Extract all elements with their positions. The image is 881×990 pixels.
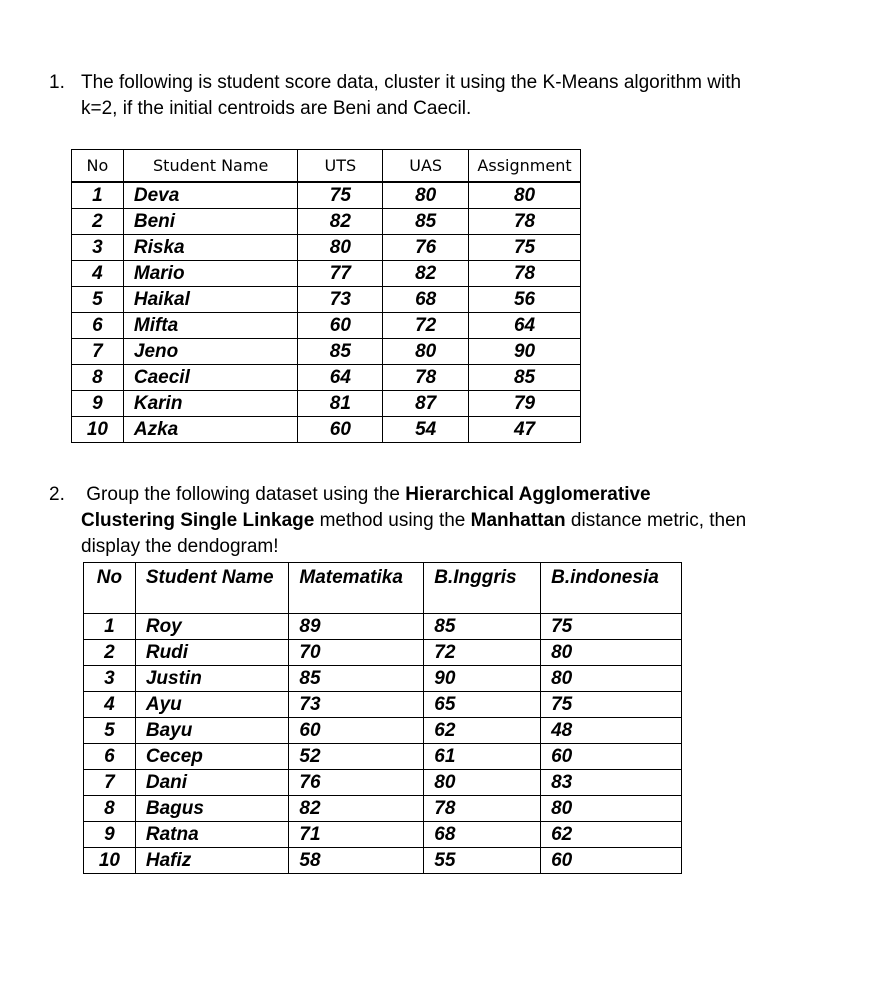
table-row (72, 339, 581, 365)
cell-uts: 73 (298, 287, 383, 313)
question-2 (49, 482, 849, 560)
cell-student-name: Riska (123, 235, 298, 261)
cell-uas: 85 (383, 209, 469, 235)
table-row (84, 640, 682, 666)
cell-matematika: 52 (289, 744, 424, 770)
cell-student-name: Haikal (123, 287, 298, 313)
cell-no: 3 (72, 235, 124, 261)
cell-no: 8 (72, 365, 124, 391)
cell-b-inggris: 72 (424, 640, 541, 666)
question-2-line-3: display the dendogram! (81, 536, 279, 557)
cell-uas: 68 (383, 287, 469, 313)
cell-no: 10 (84, 848, 136, 874)
cell-matematika: 70 (289, 640, 424, 666)
cell-student-name: Deva (123, 182, 298, 209)
cell-b-indonesia: 75 (541, 614, 682, 640)
cell-no: 10 (72, 417, 124, 443)
table-row (72, 365, 581, 391)
cell-no: 3 (84, 666, 136, 692)
question-1 (49, 70, 849, 122)
header-uas: UAS (383, 150, 469, 183)
cell-b-indonesia: 62 (541, 822, 682, 848)
cell-no: 1 (72, 182, 124, 209)
question-1-text (81, 70, 849, 122)
cell-no: 7 (84, 770, 136, 796)
table-header-row (72, 150, 581, 183)
table-row (84, 796, 682, 822)
cell-student-name: Roy (135, 614, 289, 640)
cell-b-indonesia: 60 (541, 744, 682, 770)
cell-student-name: Ayu (135, 692, 289, 718)
cell-matematika: 60 (289, 718, 424, 744)
cell-b-indonesia: 48 (541, 718, 682, 744)
question-1-line-1: The following is student score data, cluster it using the K-Means algorithm with (81, 72, 742, 93)
cell-b-inggris: 85 (424, 614, 541, 640)
cell-student-name: Hafiz (135, 848, 289, 874)
question-1-number: 1. (49, 72, 65, 93)
table-row (84, 848, 682, 874)
cell-uts: 64 (298, 365, 383, 391)
cell-uas: 72 (383, 313, 469, 339)
table-row (84, 822, 682, 848)
header-no: No (84, 563, 136, 614)
cell-assignment: 56 (469, 287, 581, 313)
question-2-text (81, 482, 849, 560)
cell-matematika: 58 (289, 848, 424, 874)
cell-uts: 85 (298, 339, 383, 365)
cell-student-name: Mifta (123, 313, 298, 339)
table-row (84, 692, 682, 718)
table-row (84, 614, 682, 640)
table-row (72, 313, 581, 339)
cell-uas: 76 (383, 235, 469, 261)
cell-uts: 80 (298, 235, 383, 261)
cell-uts: 81 (298, 391, 383, 417)
cell-b-inggris: 55 (424, 848, 541, 874)
cell-uts: 60 (298, 417, 383, 443)
header-uts: UTS (298, 150, 383, 183)
cell-matematika: 89 (289, 614, 424, 640)
cell-uts: 60 (298, 313, 383, 339)
table-row (72, 261, 581, 287)
cell-student-name: Beni (123, 209, 298, 235)
cell-b-indonesia: 83 (541, 770, 682, 796)
cell-student-name: Karin (123, 391, 298, 417)
question-2-text-c: distance metric, then (565, 510, 747, 531)
cell-assignment: 79 (469, 391, 581, 417)
header-b-inggris: B.Inggris (424, 563, 541, 614)
cell-b-indonesia: 75 (541, 692, 682, 718)
cell-no: 1 (84, 614, 136, 640)
header-student-name: Student Name (135, 563, 289, 614)
cell-uas: 80 (383, 339, 469, 365)
cell-uas: 82 (383, 261, 469, 287)
cell-no: 9 (72, 391, 124, 417)
cell-b-indonesia: 60 (541, 848, 682, 874)
cell-uas: 87 (383, 391, 469, 417)
cell-matematika: 73 (289, 692, 424, 718)
cell-matematika: 76 (289, 770, 424, 796)
cell-b-inggris: 78 (424, 796, 541, 822)
cell-student-name: Caecil (123, 365, 298, 391)
cell-matematika: 85 (289, 666, 424, 692)
table-row (72, 235, 581, 261)
question-2-text-b: method using the (314, 510, 471, 531)
hac-score-table (83, 562, 682, 874)
header-assignment: Assignment (469, 150, 581, 183)
table-row (72, 182, 581, 209)
table-row (84, 718, 682, 744)
cell-no: 6 (84, 744, 136, 770)
table-row (84, 744, 682, 770)
cell-b-inggris: 80 (424, 770, 541, 796)
question-2-line-1 (81, 482, 849, 508)
cell-assignment: 80 (469, 182, 581, 209)
cell-b-inggris: 65 (424, 692, 541, 718)
header-matematika: Matematika (289, 563, 424, 614)
cell-student-name: Azka (123, 417, 298, 443)
cell-student-name: Ratna (135, 822, 289, 848)
cell-student-name: Bayu (135, 718, 289, 744)
table-row (72, 417, 581, 443)
kmeans-table-body (72, 182, 581, 443)
header-student-name: Student Name (123, 150, 298, 183)
cell-no: 6 (72, 313, 124, 339)
cell-no: 8 (84, 796, 136, 822)
cell-no: 5 (72, 287, 124, 313)
cell-assignment: 90 (469, 339, 581, 365)
kmeans-score-table (71, 149, 581, 443)
cell-b-indonesia: 80 (541, 640, 682, 666)
cell-student-name: Rudi (135, 640, 289, 666)
cell-student-name: Mario (123, 261, 298, 287)
cell-assignment: 78 (469, 209, 581, 235)
hac-table-body (84, 614, 682, 874)
cell-uas: 80 (383, 182, 469, 209)
cell-student-name: Bagus (135, 796, 289, 822)
cell-b-inggris: 62 (424, 718, 541, 744)
cell-matematika: 71 (289, 822, 424, 848)
question-2-line-2 (81, 508, 849, 534)
cell-no: 5 (84, 718, 136, 744)
cell-uts: 82 (298, 209, 383, 235)
question-2-bold-single-linkage: Clustering Single Linkage (81, 510, 315, 531)
cell-assignment: 78 (469, 261, 581, 287)
cell-no: 4 (72, 261, 124, 287)
question-2-bold-manhattan: Manhattan (470, 510, 566, 531)
table-header-row (84, 563, 682, 614)
cell-uts: 75 (298, 182, 383, 209)
cell-assignment: 85 (469, 365, 581, 391)
cell-no: 4 (84, 692, 136, 718)
cell-student-name: Justin (135, 666, 289, 692)
table-row (84, 770, 682, 796)
cell-student-name: Cecep (135, 744, 289, 770)
cell-no: 9 (84, 822, 136, 848)
table-row (72, 287, 581, 313)
cell-assignment: 47 (469, 417, 581, 443)
question-2-bold-hac: Hierarchical Agglomerative (405, 484, 651, 505)
header-b-indonesia: B.indonesia (541, 563, 682, 614)
cell-no: 2 (72, 209, 124, 235)
cell-uas: 54 (383, 417, 469, 443)
question-2-text-a: Group the following dataset using the (86, 484, 406, 505)
cell-no: 2 (84, 640, 136, 666)
cell-assignment: 64 (469, 313, 581, 339)
cell-b-indonesia: 80 (541, 666, 682, 692)
question-2-number: 2. (49, 484, 65, 505)
cell-b-inggris: 61 (424, 744, 541, 770)
table-row (84, 666, 682, 692)
question-1-line-2: k=2, if the initial centroids are Beni and Caecil. (81, 98, 472, 119)
cell-uts: 77 (298, 261, 383, 287)
cell-assignment: 75 (469, 235, 581, 261)
cell-student-name: Jeno (123, 339, 298, 365)
cell-b-inggris: 90 (424, 666, 541, 692)
cell-no: 7 (72, 339, 124, 365)
header-no: No (72, 150, 124, 183)
cell-student-name: Dani (135, 770, 289, 796)
table-row (72, 391, 581, 417)
cell-matematika: 82 (289, 796, 424, 822)
cell-uas: 78 (383, 365, 469, 391)
cell-b-inggris: 68 (424, 822, 541, 848)
table-row (72, 209, 581, 235)
cell-b-indonesia: 80 (541, 796, 682, 822)
